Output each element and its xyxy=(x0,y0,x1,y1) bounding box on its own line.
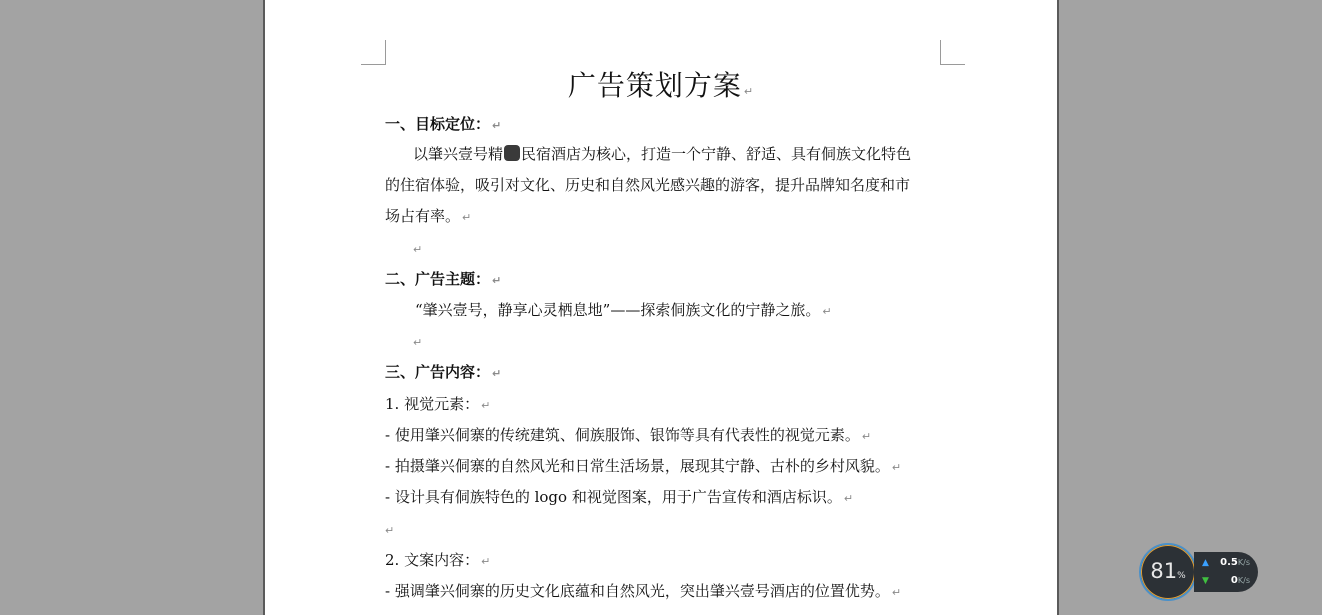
section1-heading[interactable]: 一、目标定位： ↵ xyxy=(385,115,502,133)
upload-speed: ▲ 0.5K/s xyxy=(1202,557,1250,568)
section1-paragraph-line1[interactable]: 以肇兴壹号精 民宿酒店为核心，打造一个宁静、舒适、具有侗族文化特色 xyxy=(413,145,912,163)
network-speed-panel xyxy=(1194,552,1258,592)
section2-theme[interactable]: “肇兴壹号，静享心灵栖息地”——探索侗族文化的宁静之旅。 ↵ xyxy=(415,301,832,319)
usage-gauge[interactable] xyxy=(1139,543,1197,601)
section3-heading[interactable]: 三、广告内容： ↵ xyxy=(385,363,502,381)
visual-elements-title[interactable]: 1. 视觉元素： ↵ xyxy=(385,395,491,413)
section2-heading[interactable]: 二、广告主题： ↵ xyxy=(385,270,502,288)
ink-blot-icon xyxy=(504,145,520,161)
section1-paragraph-line2[interactable]: 的住宿体验，吸引对文化、历史和自然风光感兴趣的游客，提升品牌知名度和市 xyxy=(385,176,911,194)
download-speed: ▼ 0K/s xyxy=(1202,575,1250,586)
list-item[interactable]: - 拍摄肇兴侗寨的自然风光和日常生活场景，展现其宁静、古朴的乡村风貌。 ↵ xyxy=(385,457,902,475)
section1-paragraph-line3[interactable]: 场占有率。 ↵ xyxy=(385,207,472,225)
list-item[interactable]: - 强调肇兴侗寨的历史文化底蕴和自然风光，突出肇兴壹号酒店的位置优势。 ↵ xyxy=(385,582,902,600)
download-arrow-icon: ▼ xyxy=(1202,576,1209,586)
crop-mark-top-left xyxy=(361,40,386,65)
document-title[interactable]: 广告策划方案 ↵ xyxy=(567,69,755,102)
empty-paragraph[interactable]: ↵ xyxy=(413,336,423,349)
crop-mark-top-right xyxy=(940,40,965,65)
document-page xyxy=(263,0,1059,615)
usage-percent: 81% xyxy=(1150,559,1186,583)
empty-paragraph[interactable]: ↵ xyxy=(413,243,423,256)
empty-paragraph[interactable]: ↵ xyxy=(385,524,395,537)
upload-arrow-icon: ▲ xyxy=(1202,558,1209,568)
list-item[interactable]: - 使用肇兴侗寨的传统建筑、侗族服饰、银饰等具有代表性的视觉元素。 ↵ xyxy=(385,426,872,444)
copy-content-title[interactable]: 2. 文案内容： ↵ xyxy=(385,551,491,569)
network-monitor-widget[interactable] xyxy=(1139,543,1259,603)
list-item[interactable]: - 设计具有侗族特色的 logo 和视觉图案，用于广告宣传和酒店标识。 ↵ xyxy=(385,488,854,506)
